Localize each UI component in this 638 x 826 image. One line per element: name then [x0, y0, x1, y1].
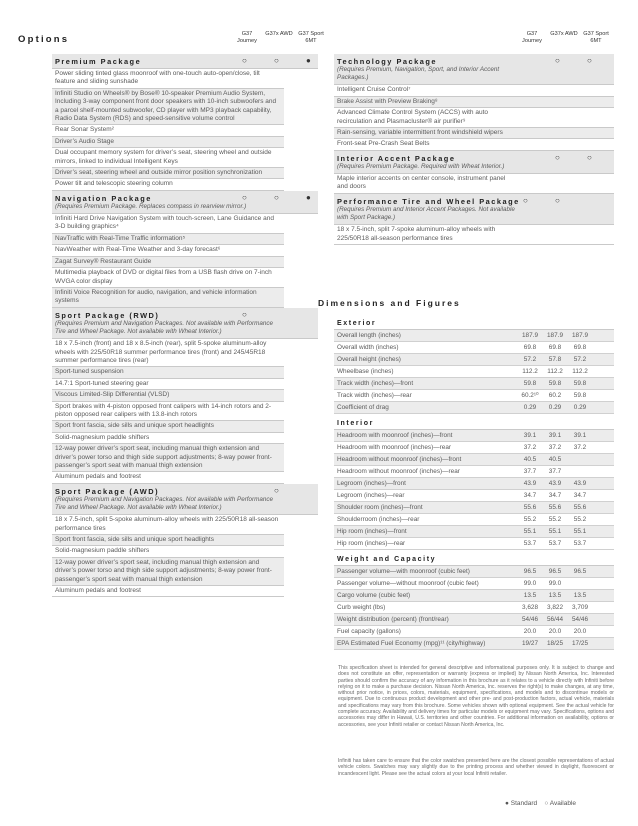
package-note: (Requires Premium, Navigation, Sport, and Interior Accent Packages.): [337, 66, 500, 82]
package-item: Power tilt and telescopic steering column: [52, 179, 284, 190]
dimension-value: 57.2: [573, 356, 587, 363]
dimension-label: Cargo volume (cubic feet): [337, 592, 411, 599]
dimension-value: 37.7: [548, 468, 562, 475]
package-item: 18 x 7.5-inch (front) and 18 x 8.5-inch (rear), split 5-spoke aluminum-alloy wheels with 225/50R18 summer performance tires (front) and 245/45R18 summer performance tires (rear): [52, 339, 284, 367]
dimension-value: 55.1: [523, 528, 537, 535]
package-item: 18 x 7.5-inch, split 5-spoke aluminum-alloy wheels with 225/50R18 all-season performance tires: [52, 515, 284, 535]
dimension-value: 18/25: [547, 640, 563, 647]
dimension-value: 53.7: [548, 540, 562, 547]
dimension-value: 69.8: [573, 344, 587, 351]
package-title: Premium Package: [55, 57, 142, 66]
dimension-value: 59.8: [548, 380, 562, 387]
dimension-label: Headroom with moonroof (inches)—front: [337, 432, 453, 439]
available-circle-icon: ○: [274, 485, 279, 495]
dimension-value: 13.5: [523, 592, 537, 599]
package-header: [334, 151, 614, 174]
package-item: Infiniti Voice Recognition for audio, navigation, and vehicle information systems: [52, 288, 284, 308]
dimension-label: Hip room (inches)—front: [337, 528, 407, 535]
package-note: (Requires Premium Package. Required with Wheat Interior.): [337, 162, 505, 170]
dimension-row: [334, 442, 614, 454]
available-circle-icon: ○: [242, 56, 247, 65]
dimension-row: [334, 478, 614, 490]
package-item: Intelligent Cruise Control⁷: [334, 85, 614, 96]
dimensions-subhead: Weight and Capacity: [334, 550, 614, 566]
options-title: Options: [18, 34, 70, 45]
package-header: [52, 54, 318, 69]
package-header: [334, 54, 614, 85]
package-item: NavTraffic with Real-Time Traffic information⁵: [52, 234, 284, 245]
package-header: [52, 308, 318, 339]
dimension-row: [334, 626, 614, 638]
right-column-headers: [517, 31, 613, 51]
package-item: 14.7:1 Sport-tuned steering gear: [52, 379, 284, 390]
dimension-value: 54/46: [572, 616, 588, 623]
dimension-row: [334, 342, 614, 354]
dimension-row: [334, 590, 614, 602]
dimension-label: Fuel capacity (gallons): [337, 628, 401, 635]
dimension-value: 0.29: [548, 404, 562, 411]
dimension-value: 43.9: [548, 480, 562, 487]
package-item: Viscous Limited-Slip Differential (VLSD): [52, 390, 284, 401]
dimension-value: 34.7: [573, 492, 587, 499]
dimension-value: 55.2: [523, 516, 537, 523]
dimension-value: 57.2: [523, 356, 537, 363]
dimension-value: 187.9: [547, 332, 563, 339]
dimension-label: Curb weight (lbs): [337, 604, 386, 611]
dimension-value: 20.0: [573, 628, 587, 635]
package-note: (Requires Premium Package. Replaces compass in rearview mirror.): [55, 202, 247, 210]
dimension-value: 55.6: [523, 504, 537, 511]
dimension-value: 37.7: [523, 468, 537, 475]
package-item: Infiniti Studio on Wheels® by Bose® 10-speaker Premium Audio System, Including 3-way component front door speakers with 10-inch subwoofers and a parcel shelf-mounted subwoofer, CD player with MP3 playback capability, Radio Data System (RDS) and speed-sensitive volume control: [52, 89, 284, 126]
package-item: Front-seat Pre-Crash Seat Belts: [334, 139, 614, 150]
dimensions-table: [334, 314, 614, 650]
standard-dot-icon: ●: [306, 56, 311, 65]
dimension-value: 39.1: [548, 432, 562, 439]
available-circle-icon: ○: [274, 56, 279, 65]
package-item: Aluminum pedals and footrest: [52, 472, 284, 483]
left-column-headers: [232, 31, 328, 51]
dimension-row: [334, 638, 614, 650]
right-options-panel: [334, 54, 614, 245]
package-header: [52, 484, 318, 515]
package-item: 12-way power driver’s sport seat, including manual thigh extension and driver’s power torso and thigh side support adjustments; 8-way power front-passenger’s sport seat with manual thigh extension: [52, 558, 284, 586]
dimension-value: 55.6: [548, 504, 562, 511]
dimension-value: 40.5: [523, 456, 537, 463]
dimension-row: [334, 466, 614, 478]
dimension-value: 96.5: [573, 568, 587, 575]
package-item: Zagat Survey® Restaurant Guide: [52, 257, 284, 268]
dimension-value: 59.8: [523, 380, 537, 387]
dimension-label: Coefficient of drag: [337, 404, 389, 411]
dimension-value: 60.2: [548, 392, 562, 399]
dimension-value: 55.6: [573, 504, 587, 511]
dimension-row: [334, 538, 614, 550]
dimension-row: [334, 354, 614, 366]
column-head-journey: G37 Journey: [522, 31, 542, 44]
disclaimer-colors: Infiniti has taken care to ensure that the color swatches presented here are the closest possible representations of actual vehicle colors. Swatches may vary slightly due to the printing process and whether viewed in daylight, fluorescent or incandescent light. Please see the actual colors at your local Infiniti retailer.: [338, 758, 614, 777]
dimension-label: Shoulderroom (inches)—rear: [337, 516, 420, 523]
dimensions-subhead: Interior: [334, 414, 614, 430]
standard-dot-icon: ●: [505, 800, 509, 807]
dimension-value: 3,628: [522, 604, 538, 611]
dimension-value: 96.5: [548, 568, 562, 575]
dimension-value: 60.2¹⁰: [521, 392, 539, 399]
dimension-value: 39.1: [523, 432, 537, 439]
dimension-label: Overall length (inches): [337, 332, 401, 339]
dimension-value: 37.2: [523, 444, 537, 451]
dimension-label: EPA Estimated Fuel Economy (mpg)¹¹ (city/highway): [337, 640, 486, 647]
dimension-value: 55.2: [548, 516, 562, 523]
dimension-row: [334, 502, 614, 514]
package-item: NavWeather with Real-Time Weather and 3-day forecast⁶: [52, 245, 284, 256]
dimension-value: 55.2: [573, 516, 587, 523]
dimension-label: Weight distribution (percent) (front/rear): [337, 616, 449, 623]
package-item: Infiniti Hard Drive Navigation System with touch-screen, Lane Guidance and 3-D building graphics⁴: [52, 214, 284, 234]
left-options-panel: [52, 54, 318, 597]
available-circle-icon: ○: [587, 152, 592, 162]
dimension-value: 112.2: [522, 368, 538, 375]
standard-dot-icon: ●: [306, 192, 311, 202]
package-item: Multimedia playback of DVD or digital files from a USB flash drive on 7-inch WVGA color display: [52, 268, 284, 288]
dimension-value: 3,822: [547, 604, 563, 611]
dimension-value: 99.0: [523, 580, 537, 587]
dimension-label: Passenger volume—with moonroof (cubic feet): [337, 568, 470, 575]
dimension-value: 53.7: [523, 540, 537, 547]
dimension-label: Overall width (inches): [337, 344, 399, 351]
dimension-value: 187.9: [572, 332, 588, 339]
package-item: Solid-magnesium paddle shifters: [52, 546, 284, 557]
available-circle-icon: ○: [555, 56, 560, 65]
dimension-value: 20.0: [523, 628, 537, 635]
package-item: Dual occupant memory system for driver’s seat, steering wheel and outside mirrors, linked to individual Intelligent Keys: [52, 148, 284, 168]
package-item: Rain-sensing, variable intermittent front windshield wipers: [334, 128, 614, 139]
dimension-value: 13.5: [573, 592, 587, 599]
package-item: Aluminum pedals and footrest: [52, 586, 284, 597]
dimension-value: 69.8: [548, 344, 562, 351]
available-circle-icon: ○: [587, 56, 592, 65]
dimension-value: 17/25: [572, 640, 588, 647]
legend-standard-label: Standard: [510, 800, 538, 807]
dimension-value: 0.29: [573, 404, 587, 411]
dimension-row: [334, 602, 614, 614]
dimension-row: [334, 526, 614, 538]
dimension-row: [334, 454, 614, 466]
dimension-label: Wheelbase (inches): [337, 368, 394, 375]
dimension-row: [334, 490, 614, 502]
dimensions-subhead: Exterior: [334, 314, 614, 330]
dimension-value: 112.2: [547, 368, 563, 375]
dimension-value: 43.9: [573, 480, 587, 487]
package-item: Sport-tuned suspension: [52, 367, 284, 378]
dimension-value: 112.2: [572, 368, 588, 375]
dimension-value: 99.0: [548, 580, 562, 587]
dimension-value: 55.1: [548, 528, 562, 535]
column-head-awd: G37x AWD: [550, 31, 578, 37]
dimension-row: [334, 330, 614, 342]
column-head-journey: G37 Journey: [237, 31, 257, 44]
dimension-value: 39.1: [573, 432, 587, 439]
package-item: Sport brakes with 4-piston opposed front calipers with 14-inch rotors and 2-piston opposed rear calipers with 13.8-inch rotors: [52, 402, 284, 422]
dimension-label: Legroom (inches)—front: [337, 480, 406, 487]
dimension-row: [334, 578, 614, 590]
dimension-row: [334, 378, 614, 390]
package-item: 12-way power driver’s sport seat, including manual thigh extension and driver’s power torso and thigh side support adjustments; 8-way power front-passenger’s sport seat with manual thigh extension: [52, 444, 284, 472]
package-item: Solid-magnesium paddle shifters: [52, 433, 284, 444]
package-title: Performance Tire and Wheel Package: [337, 196, 520, 206]
dimensions-title: Dimensions and Figures: [318, 298, 461, 308]
dimension-value: 34.7: [523, 492, 537, 499]
dimension-label: Overall height (inches): [337, 356, 401, 363]
dimension-value: 56/44: [547, 616, 563, 623]
package-item: Brake Assist with Preview Braking⁸: [334, 97, 614, 108]
dimension-value: 37.2: [573, 444, 587, 451]
package-item: Power sliding tinted glass moonroof with one-touch auto-open/close, tilt feature and sliding sunshade: [52, 69, 284, 89]
dimension-row: [334, 390, 614, 402]
package-header: [334, 194, 614, 225]
dimension-value: 37.2: [548, 444, 562, 451]
dimension-label: Headroom without moonroof (inches)—front: [337, 456, 462, 463]
dimension-row: [334, 402, 614, 414]
dimension-label: Track width (inches)—front: [337, 380, 414, 387]
package-title: Interior Accent Package: [337, 153, 456, 163]
dimension-value: 40.5: [548, 456, 562, 463]
dimension-value: 55.1: [573, 528, 587, 535]
dimension-row: [334, 614, 614, 626]
dimension-value: 59.8: [573, 392, 587, 399]
dimension-value: 187.9: [522, 332, 538, 339]
dimension-row: [334, 430, 614, 442]
dimension-row: [334, 514, 614, 526]
package-item: 18 x 7.5-inch, split 7-spoke aluminum-alloy wheels with 225/50R18 all-season performance tires: [334, 225, 614, 245]
dimension-value: 13.5: [548, 592, 562, 599]
available-circle-icon: ○: [544, 800, 549, 807]
dimension-value: 0.29: [523, 404, 537, 411]
package-item: Driver’s Audio Stage: [52, 137, 284, 148]
dimension-label: Track width (inches)—rear: [337, 392, 412, 399]
available-circle-icon: ○: [555, 195, 560, 205]
available-circle-icon: ○: [274, 192, 279, 202]
dimension-row: [334, 566, 614, 578]
disclaimer-spec: This specification sheet is intended for general descriptive and informational purposes only. It is subject to change and does not constitute an offer, representation or warranty (express or implied) by Nissan North America, Inc. Interested parties should confirm the accuracy of any information in this brochure as it relates to a vehicle directly with Infiniti before relying on it to make a purchase decision. Nissan North America, Inc. reserves the right(s) to make changes, at any time, without prior notice, in prices, colors, materials, equipment, specifications, and models and to discontinue models or equipment. Due to continuous product development and other pre- and post-production factors, actual vehicle, materials and specifications may vary from this brochure. Some vehicles shown with optional equipment. See the actual vehicle for complete accuracy. Availability and delivery times for particular models or equipment may vary. Specifications, options and accessories may differ in Hawaii, U.S. territories and other countries. For additional information on availability, options or accessories, see your Infiniti retailer or contact Nissan North America, Inc.: [338, 665, 614, 728]
column-head-awd: G37x AWD: [265, 31, 293, 37]
dimension-label: Headroom with moonroof (inches)—rear: [337, 444, 452, 451]
dimension-value: 43.9: [523, 480, 537, 487]
package-item: Sport front fascia, side sills and unique sport headlights: [52, 535, 284, 546]
column-head-sport6mt: G37 Sport 6MT: [298, 31, 324, 44]
package-title: Sport Package (AWD): [55, 486, 160, 496]
dimension-value: 57.8: [548, 356, 562, 363]
dimension-label: Headroom without moonroof (inches)—rear: [337, 468, 460, 475]
dimension-value: 59.8: [573, 380, 587, 387]
available-circle-icon: ○: [242, 309, 247, 319]
available-circle-icon: ○: [523, 195, 528, 205]
dimension-row: [334, 366, 614, 378]
package-item: Sport front fascia, side sills and unique sport headlights: [52, 421, 284, 432]
dimension-value: 53.7: [573, 540, 587, 547]
column-head-sport6mt: G37 Sport 6MT: [583, 31, 609, 44]
dimension-value: 54/46: [522, 616, 538, 623]
package-title: Navigation Package: [55, 193, 152, 203]
package-item: Advanced Climate Control System (ACCS) with auto recirculation and Plasmacluster® air purifier⁹: [334, 108, 614, 128]
package-title: Technology Package: [337, 57, 437, 66]
package-item: Rear Sonar System²: [52, 125, 284, 136]
package-header: [52, 191, 318, 214]
dimension-value: 3,709: [572, 604, 588, 611]
package-note: (Requires Premium and Navigation Packages. Not available with Performance Tire and Wheel Package. Not available with Wheat Interior.): [55, 319, 274, 335]
dimension-label: Shoulder room (inches)—front: [337, 504, 423, 511]
dimension-label: Hip room (inches)—rear: [337, 540, 406, 547]
legend-available-label: Available: [549, 800, 577, 807]
dimension-label: Legroom (inches)—rear: [337, 492, 405, 499]
package-item: Maple interior accents on center console, instrument panel and doors: [334, 174, 614, 194]
dimension-value: 19/27: [522, 640, 538, 647]
package-note: (Requires Premium and Interior Accent Packages. Not available with Sport Package.): [337, 205, 515, 222]
legend: [505, 800, 576, 807]
dimensions-section: [318, 298, 618, 308]
package-title: Sport Package (RWD): [55, 310, 160, 320]
dimension-value: 96.5: [523, 568, 537, 575]
dimension-value: 34.7: [548, 492, 562, 499]
package-note: (Requires Premium and Navigation Packages. Not available with Performance Tire and Wheel Package. Not available with Wheat Interior.): [55, 495, 274, 512]
available-circle-icon: ○: [555, 152, 560, 162]
package-item: Driver’s seat, steering wheel and outside mirror position synchronization: [52, 168, 284, 179]
dimension-value: 20.0: [548, 628, 562, 635]
available-circle-icon: ○: [242, 192, 247, 202]
dimension-value: 69.8: [523, 344, 537, 351]
dimension-label: Passenger volume—without moonroof (cubic feet): [337, 580, 479, 587]
